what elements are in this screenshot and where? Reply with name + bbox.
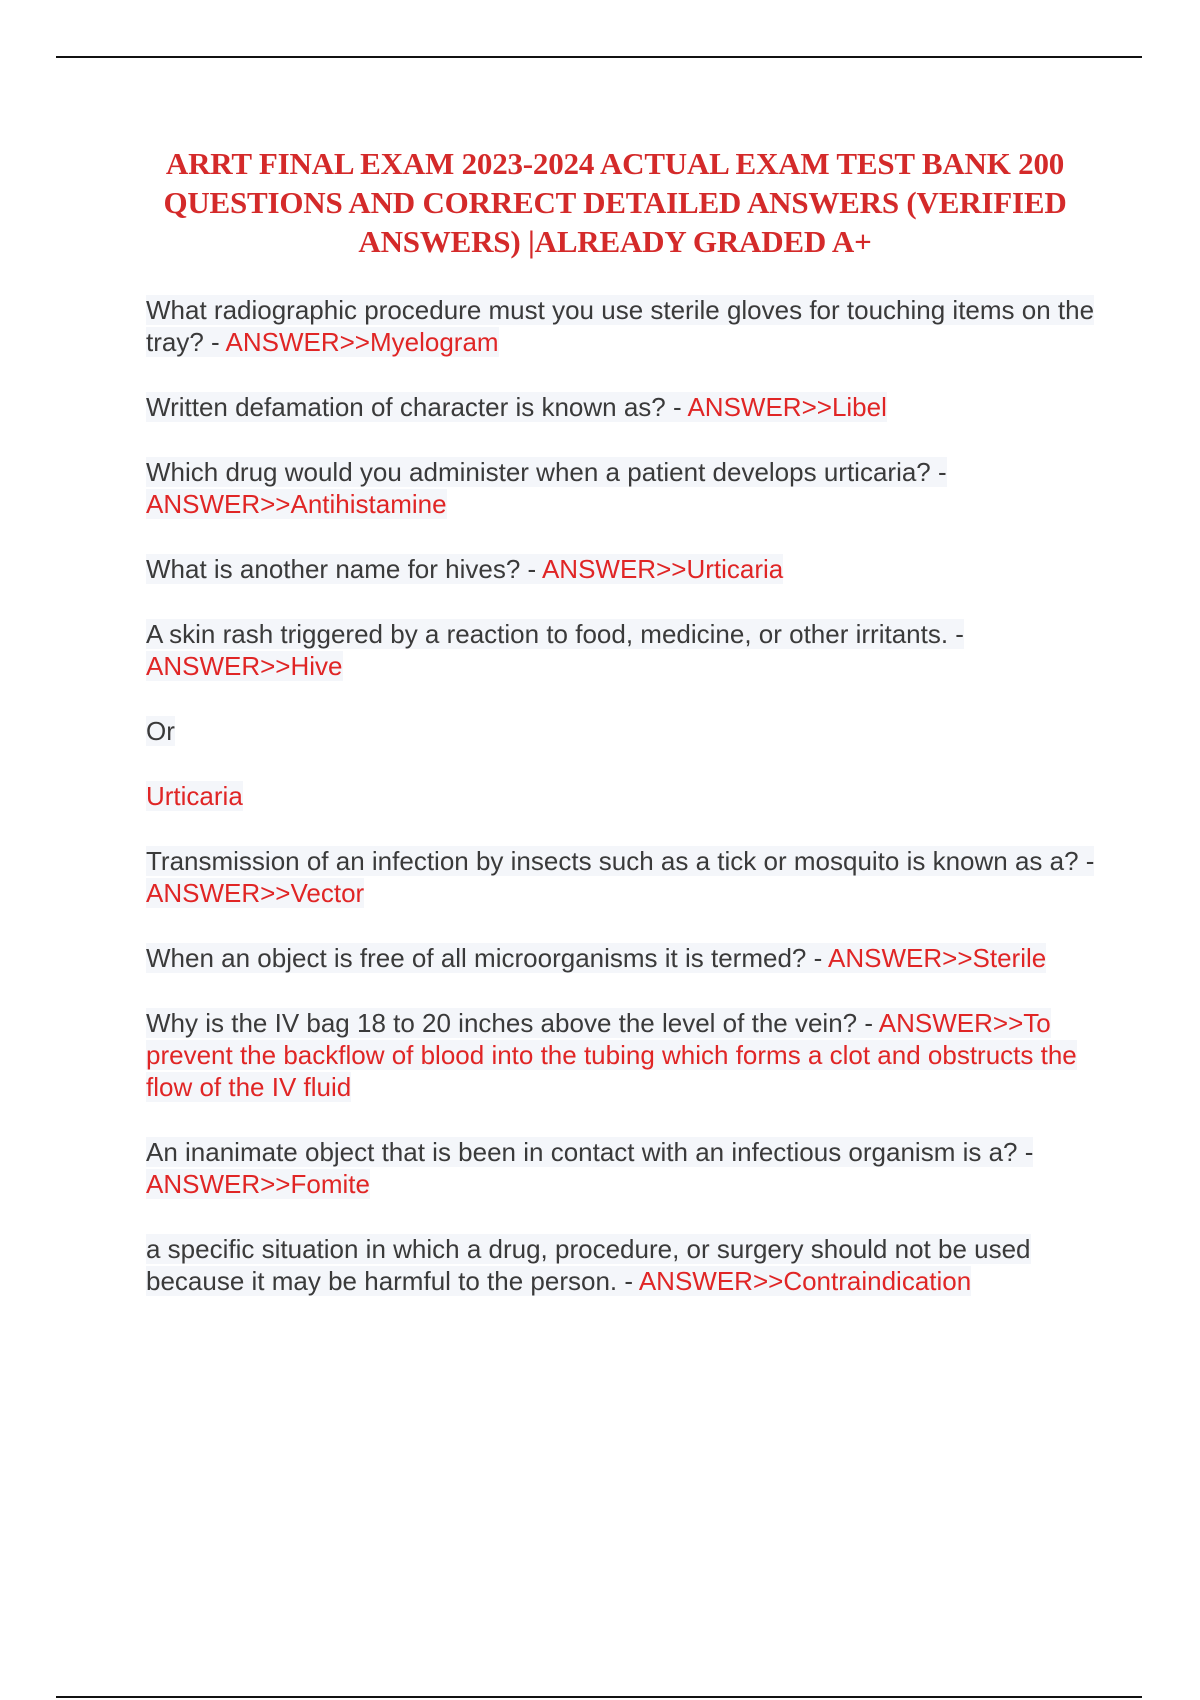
question-text: Transmission of an infection by insects such as a tick or mosquito is known as a? - xyxy=(146,846,1095,876)
qa-item xyxy=(146,553,1096,585)
question-text: What is another name for hives? - xyxy=(146,554,542,584)
question-text: Which drug would you administer when a patient develops urticaria? - xyxy=(146,457,947,487)
qa-item xyxy=(146,1136,1096,1200)
qa-item xyxy=(146,942,1096,974)
document-title: ARRT FINAL EXAM 2023-2024 ACTUAL EXAM TEST BANK 200 QUESTIONS AND CORRECT DETAILED ANSWERS (VERIFIED ANSWERS) |ALREADY GRADED A+ xyxy=(163,146,1067,259)
bottom-divider xyxy=(56,1696,1142,1698)
question-text: Written defamation of character is known as? - xyxy=(146,392,688,422)
answer-text: ANSWER>>Contraindication xyxy=(638,1266,972,1296)
answer-text: ANSWER>>Myelogram xyxy=(225,327,499,357)
top-divider xyxy=(56,56,1142,58)
answer-text: ANSWER>>Antihistamine xyxy=(146,489,447,519)
alt-answer xyxy=(146,780,1096,812)
answer-text: ANSWER>>Urticaria xyxy=(541,554,784,584)
question-text: A skin rash triggered by a reaction to food, medicine, or other irritants. - xyxy=(146,619,964,649)
or-text: Or xyxy=(146,716,175,746)
qa-item xyxy=(146,1233,1096,1297)
answer-text: ANSWER>>Vector xyxy=(146,878,365,908)
qa-list xyxy=(146,294,1096,1330)
qa-item xyxy=(146,1007,1096,1103)
answer-text: ANSWER>>Fomite xyxy=(146,1169,370,1199)
answer-text: ANSWER>>Hive xyxy=(146,651,343,681)
qa-item xyxy=(146,456,1096,520)
question-text: a specific situation in which a drug, procedure, or surgery should not be used because it may be harmful to the person. - xyxy=(146,1234,1031,1296)
qa-item xyxy=(146,294,1096,358)
qa-item xyxy=(146,391,1096,423)
answer-text: ANSWER>>Sterile xyxy=(828,943,1047,973)
or-separator xyxy=(146,715,1096,747)
question-text: What radiographic procedure must you use sterile gloves for touching items on the tray? - xyxy=(146,295,1095,357)
qa-item xyxy=(146,618,1096,682)
question-text: An inanimate object that is been in contact with an infectious organism is a? - xyxy=(146,1137,1034,1167)
answer-text: Urticaria xyxy=(146,781,243,811)
qa-item xyxy=(146,845,1096,909)
answer-text: ANSWER>>Libel xyxy=(687,392,887,422)
question-text: When an object is free of all microorganisms it is termed? - xyxy=(146,943,829,973)
question-text: Why is the IV bag 18 to 20 inches above the level of the vein? - xyxy=(146,1008,879,1038)
answer-text: ANSWER>>To prevent the backflow of blood into the tubing which forms a clot and obstructs the flow of the IV fluid xyxy=(146,1008,1077,1102)
